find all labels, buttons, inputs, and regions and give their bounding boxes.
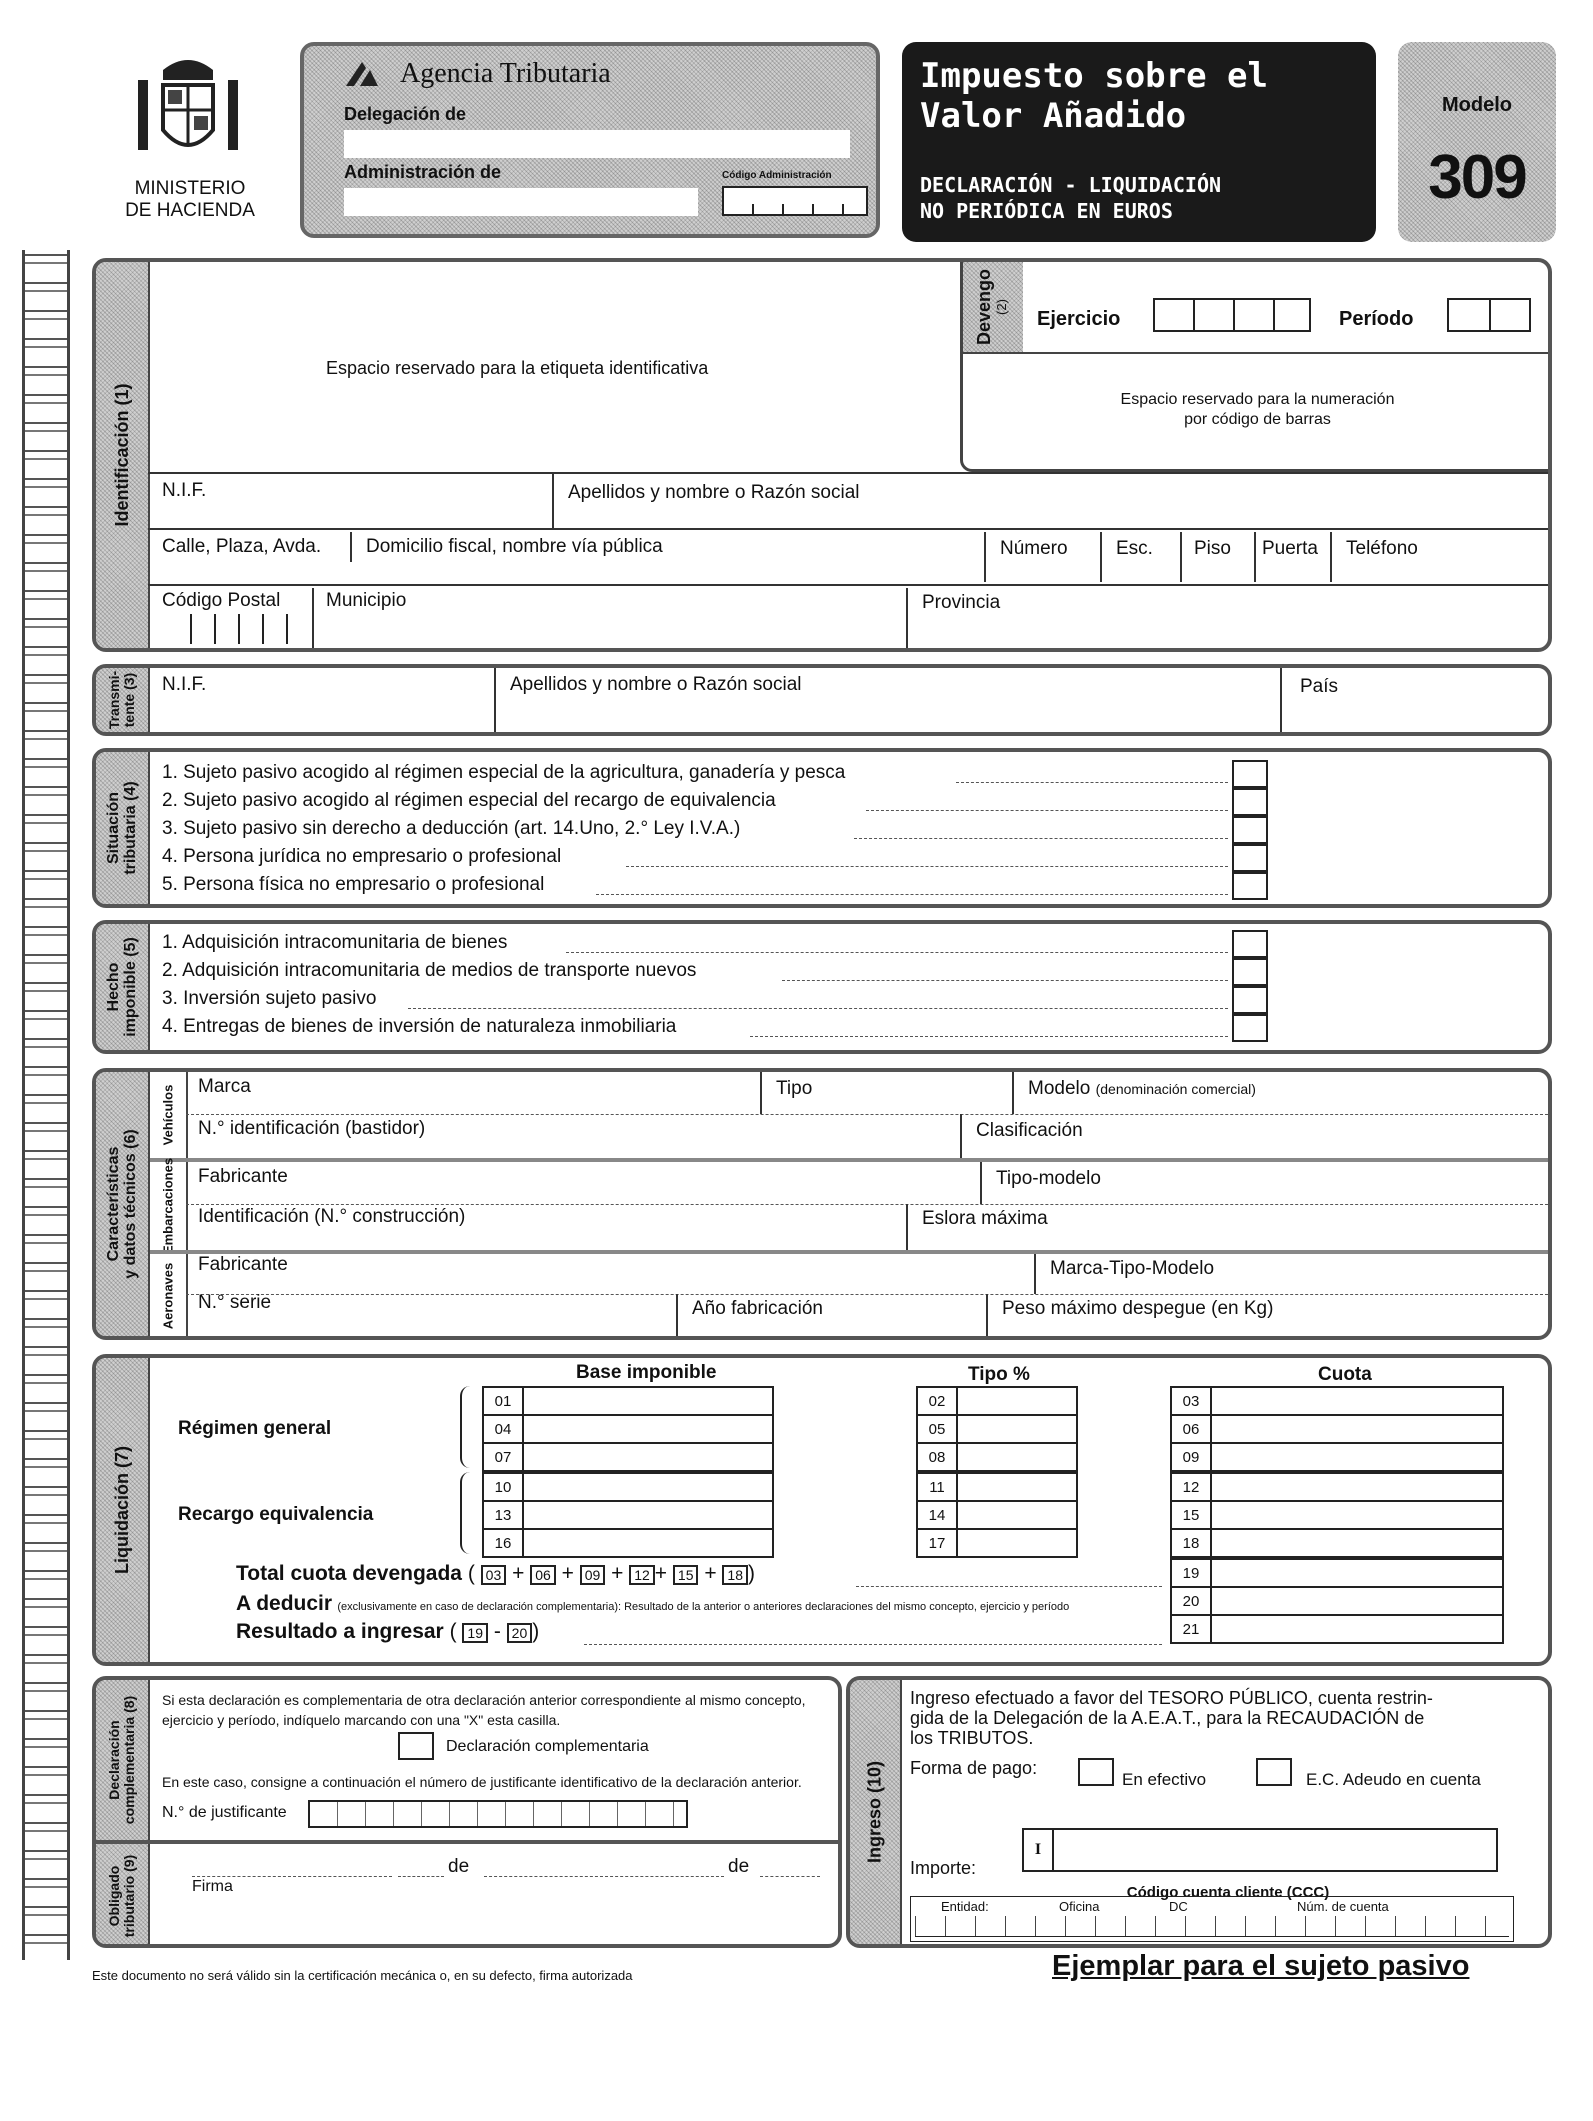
peso-despegue-field[interactable]: Peso máximo despegue (en Kg) [1002,1298,1274,1319]
situacion-item-3: 3. Sujeto pasivo sin derecho a deducción (art. 14.Uno, 2.° Ley I.V.A.) [162,818,741,839]
administracion-label: Administración de [344,162,502,182]
transmitente-pais-field[interactable]: País [1300,676,1339,697]
codigo-admin-label: Código Administración [722,170,832,181]
hecho-item-2: 2. Adquisición intracomunitaria de medios de transporte nuevos [162,960,697,981]
fecha-lugar-field[interactable] [192,1876,392,1877]
col-divider [1034,1254,1036,1294]
efectivo-label: En efectivo [1122,1770,1207,1789]
tax-title: Impuesto sobre el Valor Añadido [920,56,1268,136]
tipo-modelo-field[interactable]: Tipo-modelo [996,1168,1101,1189]
justificante-label: N.° de justificante [162,1804,287,1821]
tipo-11[interactable]: 11 [916,1472,1078,1502]
complementaria-instruction: En este caso, consigne a continuación el número de justificante identificativo de la declaración anterior. [162,1774,802,1790]
complementaria-text: Si esta declaración es complementaria de otra declaración anterior correspondiente al mismo concepto, ejercicio y período, indíquelo marcando con una "X" esta casilla. [162,1692,806,1728]
col-divider [760,1072,762,1114]
tipo-08[interactable]: 08 [916,1442,1078,1472]
cuota-21[interactable]: 21 [1170,1614,1504,1644]
base-10[interactable]: 10 [482,1472,774,1502]
leader-line [584,1644,1162,1645]
periodo-label: Período [1339,308,1414,330]
anio-fabricacion-field[interactable]: Año fabricación [692,1298,823,1319]
piso-field[interactable]: Piso [1194,538,1231,559]
hecho-checkbox-4[interactable] [1232,1014,1268,1042]
fabricante-aeronave-field[interactable]: Fabricante [198,1254,288,1275]
tipo-field[interactable]: Tipo [776,1078,813,1099]
fabricante-embarcacion-field[interactable]: Fabricante [198,1166,288,1187]
fecha-dia-field[interactable] [398,1876,444,1877]
entidad-label: Entidad: [941,1899,989,1914]
obligado-tab: Obligado tributario (9) [96,1844,150,1948]
leader-line [750,1036,1228,1037]
regimen-general-label: Régimen general [178,1418,332,1439]
col-divider [1254,532,1256,582]
tipo-header: Tipo % [968,1364,1030,1385]
resultado-ingresar: Resultado a ingresar ( 19 - 20 ) [236,1620,540,1643]
col-divider [1180,532,1182,582]
transmitente-section [92,664,1552,736]
recargo-equivalencia-label: Recargo equivalencia [178,1504,374,1525]
ccc-digits[interactable] [915,1916,1509,1937]
tax-subtitle: DECLARACIÓN - LIQUIDACIÓN NO PERIÓDICA EN EUROS [920,173,1222,223]
situacion-item-5: 5. Persona física no empresario o profesional [162,874,545,895]
codigo-barras-area: Espacio reservado para la numeración por código de barras [1120,391,1395,428]
hecho-item-1: 1. Adquisición intracomunitaria de bienes [162,932,508,953]
situacion-item-4: 4. Persona jurídica no empresario o profesional [162,846,562,867]
row-divider [186,1114,1548,1115]
complementaria-checkbox[interactable] [398,1732,434,1760]
situacion-item-2: 2. Sujeto pasivo acogido al régimen especial del recargo de equivalencia [162,790,776,811]
situacion-checkbox-2[interactable] [1232,788,1268,816]
importe-label: Importe: [910,1858,977,1878]
col-divider [312,588,314,652]
modelo-number: 309 [1428,143,1526,212]
hecho-imponible-tab: Hecho imponible (5) [96,924,150,1050]
adeudo-checkbox[interactable] [1256,1758,1292,1786]
col-divider [1012,1072,1014,1114]
periodo-field[interactable] [1447,298,1531,332]
col-divider [960,1114,962,1158]
importe-field[interactable] [1022,1828,1498,1872]
hecho-item-4: 4. Entregas de bienes de inversión de naturaleza inmobiliaria [162,1016,677,1037]
row-divider [96,1840,838,1844]
liquidacion-tab: Liquidación (7) [96,1358,150,1662]
transmitente-apellidos-field[interactable]: Apellidos y nombre o Razón social [510,674,802,695]
importe-mark: I [1024,1830,1054,1870]
hecho-checkbox-3[interactable] [1232,986,1268,1014]
hecho-item-3: 3. Inversión sujeto pasivo [162,988,377,1009]
base-16[interactable]: 16 [482,1528,774,1558]
provincia-field[interactable]: Provincia [922,592,1001,613]
cuota-03[interactable]: 03 [1170,1386,1504,1416]
ccc-label: Código cuenta cliente (CCC) [1126,1884,1330,1901]
hecho-imponible-section [92,920,1552,1054]
modelo-field[interactable]: Modelo (denominación comercial) [1028,1078,1256,1099]
base-01[interactable]: 01 [482,1386,774,1416]
tipo-02[interactable]: 02 [916,1386,1078,1416]
devengo-tab: Devengo (2) [963,262,1023,352]
row-divider [186,1294,1548,1295]
cuota-19[interactable]: 19 [1170,1558,1504,1588]
nif-field[interactable]: N.I.F. [162,480,207,501]
devengo-separator [963,352,1552,354]
aeronaves-tab: Aeronaves [150,1254,188,1338]
cuota-09[interactable]: 09 [1170,1442,1504,1472]
fecha-anio-field[interactable] [760,1876,820,1877]
esc-field[interactable]: Esc. [1116,538,1153,559]
modelo-box [1398,42,1556,242]
leader-line [566,952,1228,953]
situacion-checkbox-4[interactable] [1232,844,1268,872]
row-divider [148,472,1548,474]
municipio-field[interactable]: Municipio [326,590,407,611]
caracteristicas-section [92,1068,1552,1340]
agency-box [300,42,880,238]
hecho-checkbox-2[interactable] [1232,958,1268,986]
col-divider [906,588,908,652]
lower-left-block [92,1676,842,1948]
forma-pago-label: Forma de pago: [910,1758,1038,1778]
row-divider [150,1158,1548,1162]
row-divider [148,528,1548,530]
row-divider [148,584,1548,586]
agency-logo-icon [342,60,382,88]
de-label-1: de [448,1856,470,1877]
leader-line [866,810,1228,811]
footer-note: Este documento no será válido sin la certificación mecánica o, en su defecto, firma autorizada [92,1968,633,1983]
bastidor-field[interactable]: N.° identificación (bastidor) [198,1118,426,1139]
cuota-header: Cuota [1318,1364,1372,1385]
fecha-mes-field[interactable] [484,1876,724,1877]
complementaria-tab: Declaración complementaria (8) [96,1680,150,1840]
ejemplar-label: Ejemplar para el sujeto pasivo [1052,1950,1470,1982]
cuota-20[interactable]: 20 [1170,1586,1504,1616]
embarcaciones-tab: Embarcaciones [150,1162,188,1250]
delegacion-field[interactable] [344,130,850,158]
vehiculos-tab: Vehículos [150,1072,188,1158]
etiqueta-area: Espacio reservado para la etiqueta identificativa [326,358,709,378]
col-divider [1280,668,1282,732]
col-divider [906,1204,908,1250]
base-13[interactable]: 13 [482,1500,774,1530]
col-divider [552,472,554,528]
leader-line [854,838,1228,839]
delegacion-label: Delegación de [344,104,467,124]
situacion-checkbox-5[interactable] [1232,872,1268,900]
leader-line [782,980,1228,981]
devengo-box [960,262,1552,472]
situacion-section [92,748,1552,908]
dc-label: DC [1169,1899,1188,1914]
title-box [902,42,1376,242]
ejercicio-label: Ejercicio [1037,308,1121,330]
identificacion-section [92,258,1552,652]
transmitente-tab: Transmi- tente (3) [96,668,150,732]
leader-line [856,1586,1162,1587]
tipo-05[interactable]: 05 [916,1414,1078,1444]
col-divider [1100,532,1102,582]
situacion-checkbox-1[interactable] [1232,760,1268,788]
col-divider [986,1294,988,1338]
firma-label: Firma [192,1878,233,1895]
col-divider [980,1162,982,1204]
tipo-14[interactable]: 14 [916,1500,1078,1530]
agency-name: Agencia Tributaria [400,58,611,89]
eslora-field[interactable]: Eslora máxima [922,1208,1048,1229]
domicilio-field[interactable]: Domicilio fiscal, nombre vía pública [366,536,663,557]
base-04[interactable]: 04 [482,1414,774,1444]
cuota-15[interactable]: 15 [1170,1500,1504,1530]
cuota-12[interactable]: 12 [1170,1472,1504,1502]
col-divider [984,532,986,582]
cuota-18[interactable]: 18 [1170,1528,1504,1558]
situacion-checkbox-3[interactable] [1232,816,1268,844]
codigo-postal-field[interactable] [190,614,310,644]
leader-line [596,894,1228,895]
leader-line [408,1008,1228,1009]
ministry-name: MINISTERIO DE HACIENDA [125,178,255,221]
apellidos-field[interactable]: Apellidos y nombre o Razón social [568,482,860,503]
codigo-postal-label: Código Postal [162,590,281,611]
caracteristicas-tab: Características y datos técnicos (6) [96,1072,150,1336]
adeudo-label: E.C. Adeudo en cuenta [1306,1770,1481,1789]
tipo-17[interactable]: 17 [916,1528,1078,1558]
row-divider [150,1250,1548,1254]
marca-field[interactable]: Marca [198,1076,251,1097]
clasificacion-field[interactable]: Clasificación [976,1120,1083,1141]
numero-field[interactable]: Número [1000,538,1068,559]
hecho-checkbox-1[interactable] [1232,930,1268,958]
ingreso-section [846,1676,1552,1948]
transmitente-nif-field[interactable]: N.I.F. [162,674,207,695]
justificante-field[interactable] [308,1800,688,1828]
serie-field[interactable]: N.° serie [198,1292,272,1313]
cuota-06[interactable]: 06 [1170,1414,1504,1444]
base-07[interactable]: 07 [482,1442,774,1472]
ejercicio-field[interactable] [1153,298,1311,332]
liquidacion-section [92,1354,1552,1666]
codigo-admin-field[interactable] [722,186,868,216]
modelo-note: (denominación comercial) [1095,1081,1256,1097]
coat-of-arms-logo [128,50,248,170]
row-divider [186,1204,1548,1205]
col-divider [494,668,496,732]
bracket-regimen [460,1386,472,1468]
ccc-box[interactable] [910,1896,1514,1942]
administracion-field[interactable] [344,188,698,216]
oficina-label: Oficina [1059,1899,1100,1914]
decorative-border [22,250,70,1960]
telefono-field[interactable]: Teléfono [1346,538,1418,559]
situacion-item-1: 1. Sujeto pasivo acogido al régimen especial de la agricultura, ganadería y pesca [162,762,846,783]
puerta-field[interactable]: Puerta [1262,538,1318,559]
base-imponible-header: Base imponible [576,1362,717,1383]
de-label-2: de [728,1856,750,1877]
col-divider [1330,532,1332,582]
bracket-recargo [460,1472,472,1554]
calle-field[interactable]: Calle, Plaza, Avda. [162,536,322,557]
ingreso-tab: Ingreso (10) [850,1680,902,1944]
ingreso-text: Ingreso efectuado a favor del TESORO PÚBLICO, cuenta restrin- gida de la Delegación de la A.E.A.T., para la RECAUDACIÓN de los TRIBUTOS. [910,1688,1433,1748]
total-cuota-devengada: Total cuota devengada ( 03 + 06 + 09 + 12 + 15 + 18 ) [236,1562,755,1585]
complementaria-check-label: Declaración complementaria [446,1738,649,1755]
cuenta-label: Núm. de cuenta [1297,1899,1389,1914]
a-deducir: A deducir (exclusivamente en caso de declaración complementaria): Resultado de la anterior o anteriores declaraciones del mismo concepto, ejercicio y período [236,1592,1070,1615]
efectivo-checkbox[interactable] [1078,1758,1114,1786]
col-divider [350,532,352,562]
leader-line [626,866,1228,867]
col-divider [676,1294,678,1338]
modelo-label: Modelo [1442,94,1512,116]
situacion-tab: Situación tributaria (4) [96,752,150,904]
identificacion-tab: Identificación (1) [96,262,150,648]
leader-line [956,782,1228,783]
marca-tipo-modelo-field[interactable]: Marca-Tipo-Modelo [1050,1258,1215,1279]
identificacion-construccion-field[interactable]: Identificación (N.° construcción) [198,1206,466,1227]
